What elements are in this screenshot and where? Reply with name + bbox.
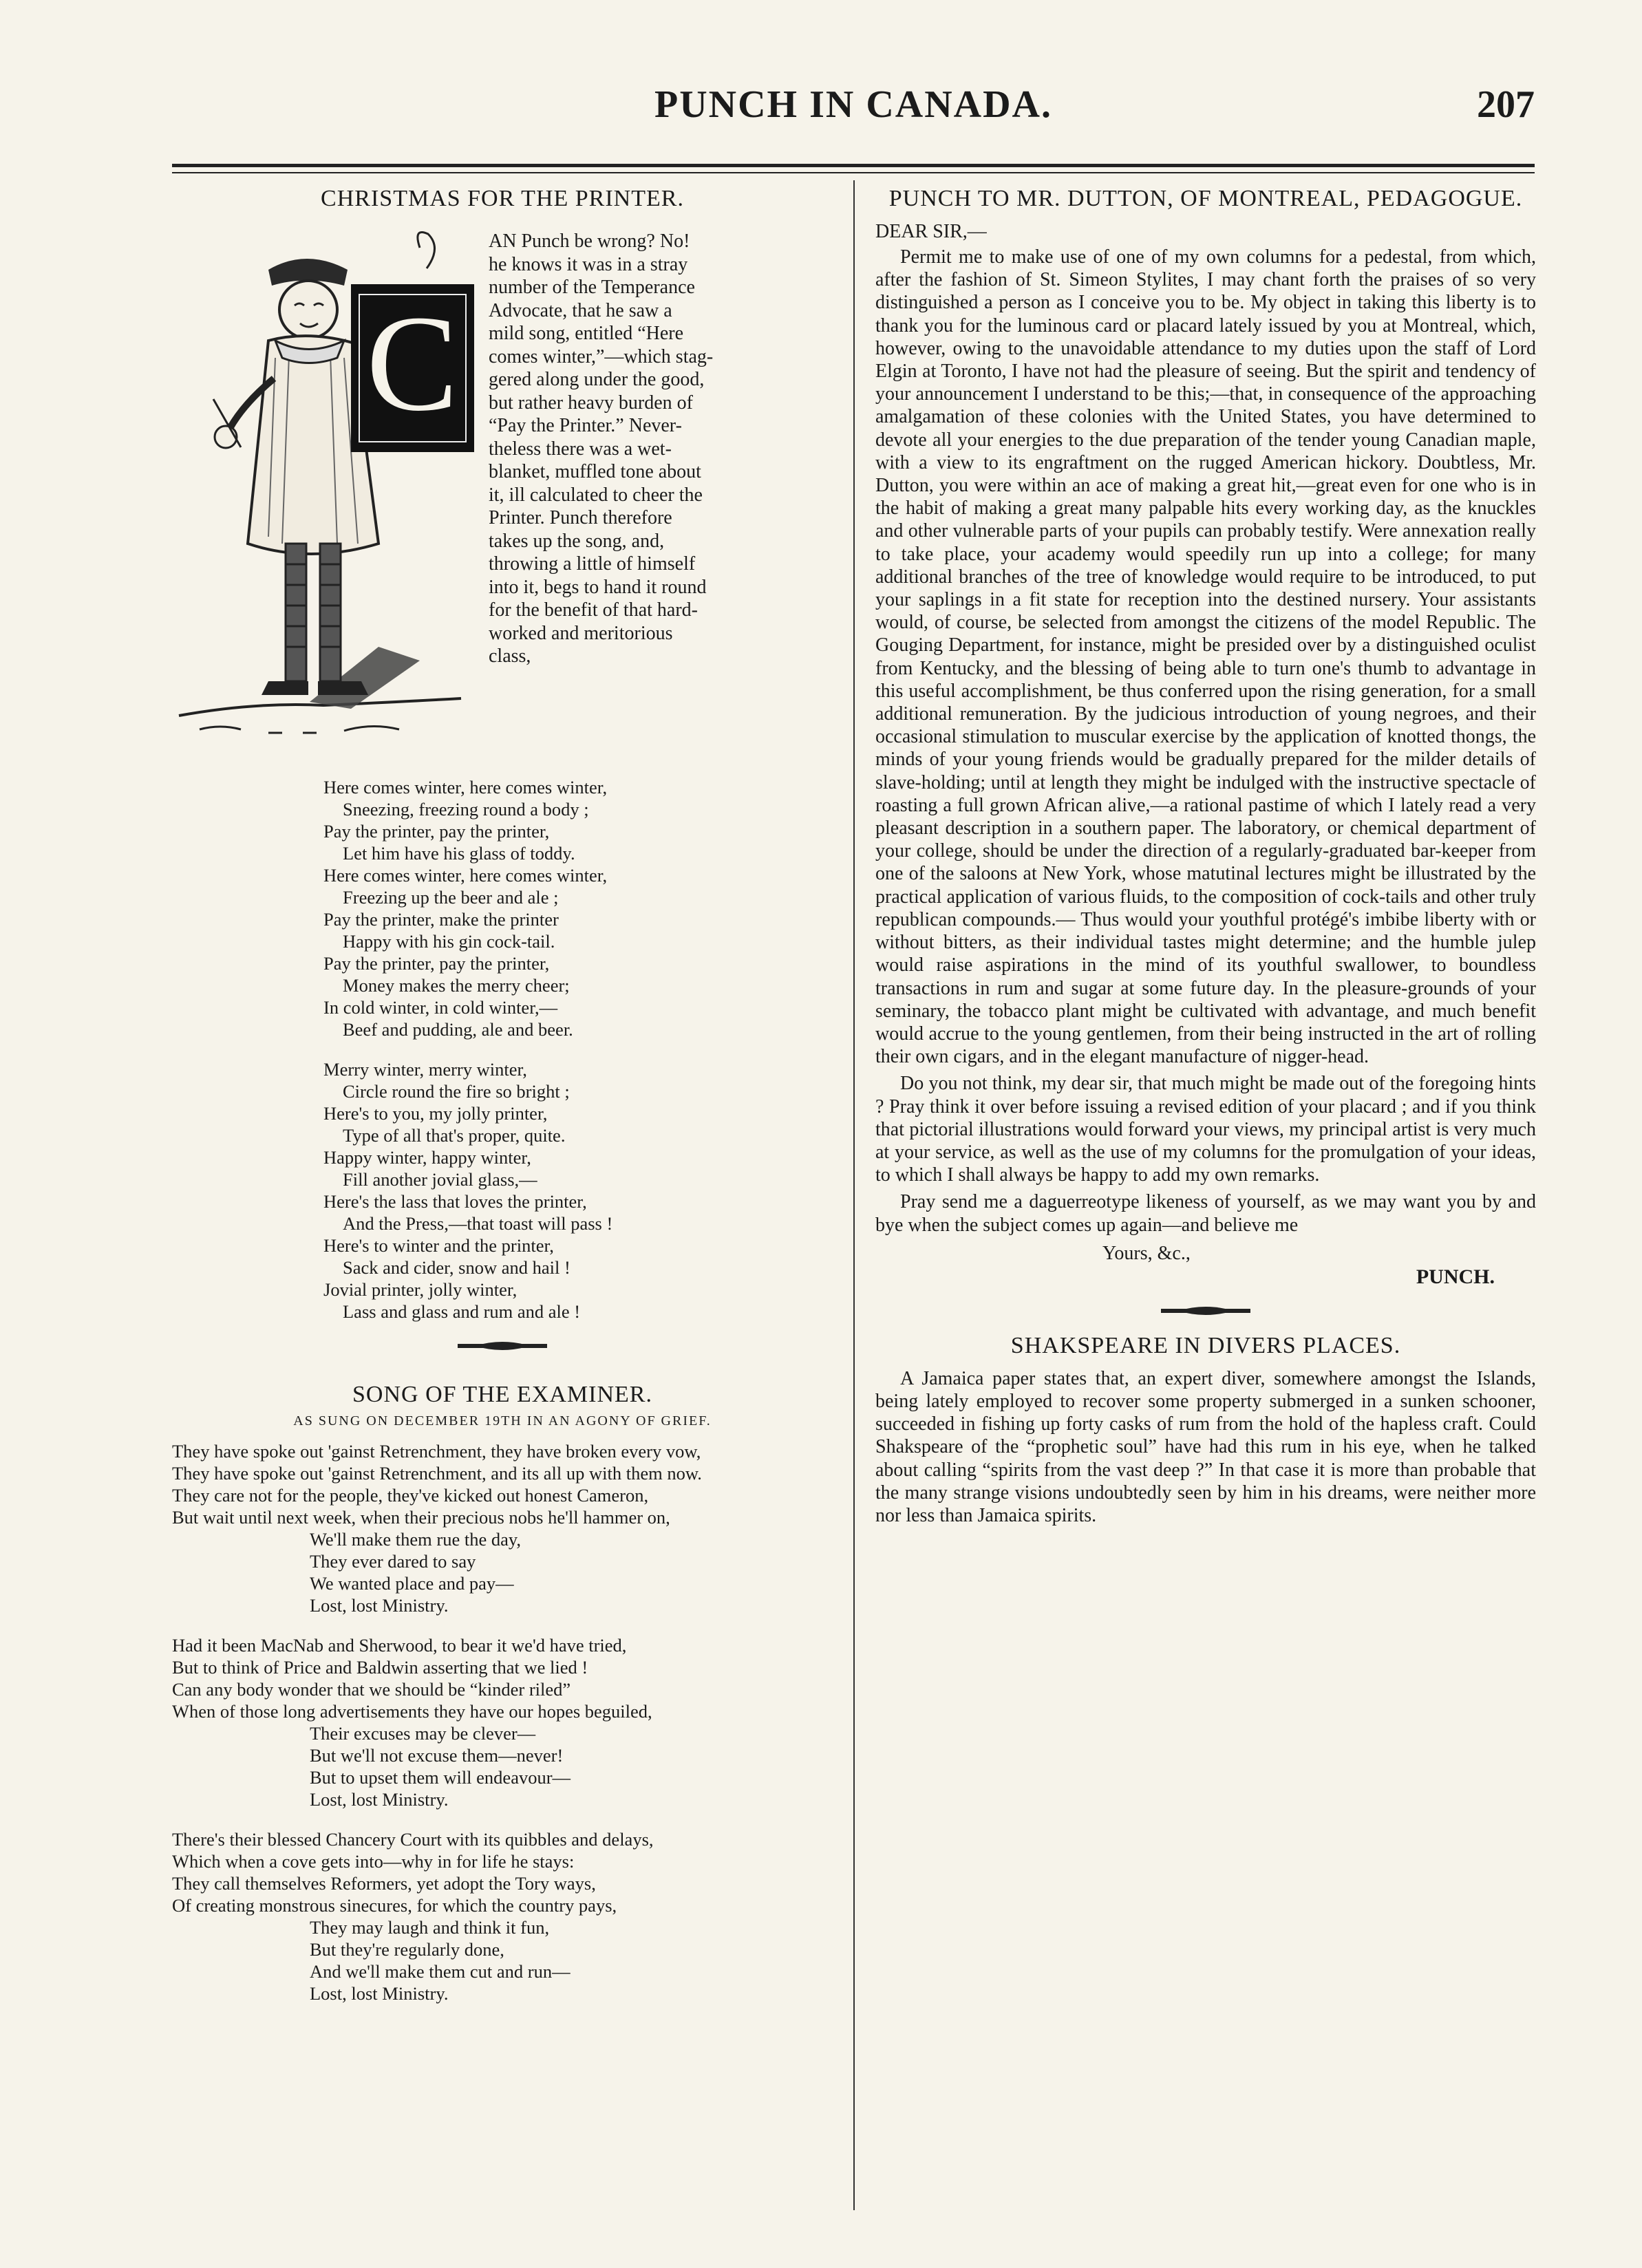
christmas-verse-1 [323,776,833,1040]
verse-line: Type of all that's proper, quite. [343,1125,566,1146]
letter-paragraph-2: Do you not think, my dear sir, that much might be made out of the foregoing hints ? Pray think it over before issuing a revised edition of your placard ; and if you think that pictorial illustrations would forward your views, my principal artist is very much at your service, as well as the use of my columns for the promulgation of your ideas, to which I shall always be happy to add my own remarks. [875,1073,1536,1186]
verse-line: When of those long advertisements they have our hopes beguiled, [172,1701,652,1722]
verse-line: Had it been MacNab and Sherwood, to bear it we'd have tried, [172,1635,627,1656]
christmas-article-title: CHRISTMAS FOR THE PRINTER. [321,186,684,211]
verse-line: There's their blessed Chancery Court with its quibbles and delays, [172,1829,654,1850]
verse-line: Freezing up the beer and ale ; [343,887,559,908]
intro-line: but rather heavy burden of [489,392,693,414]
verse-line: And we'll make them cut and run— [310,1961,571,1982]
verse-line: Lost, lost Ministry. [310,1789,449,1810]
christmas-intro-block [172,220,833,757]
letter-signature: PUNCH. [1416,1265,1495,1288]
section-separator [1158,1303,1254,1319]
verse-line: Pay the printer, pay the printer, [323,953,550,974]
intro-line: it, ill calculated to cheer the [489,484,703,506]
verse-line: Happy with his gin cock-tail. [343,931,555,952]
intro-line: throwing a little of himself [489,553,696,575]
intro-line: into it, begs to hand it round [489,576,707,598]
shakspeare-article-body [875,1367,1536,1527]
verse-line: But to upset them will endeavour— [310,1767,571,1788]
examiner-song-subtitle: AS SUNG ON DECEMBER 19TH IN AN AGONY OF GRIEF. [293,1413,712,1429]
verse-line: In cold winter, in cold winter,— [323,997,558,1018]
intro-line: “Pay the Printer.” Never- [489,415,682,436]
punch-character-illustration [172,220,475,757]
page-header [172,83,1535,145]
drop-cap-letter: C [366,288,458,440]
intro-line: takes up the song, and, [489,530,665,552]
verse-line: Lost, lost Ministry. [310,1595,449,1616]
section-separator [454,1338,551,1354]
verse-line: Let him have his glass of toddy. [343,843,575,864]
verse-line: Fill another jovial glass,— [343,1169,537,1190]
verse-line: They call themselves Reformers, yet adopt the Tory ways, [172,1873,596,1894]
verse-line: Happy winter, happy winter, [323,1147,531,1168]
verse-line: But wait until next week, when their precious nobs he'll hammer on, [172,1507,670,1528]
verse-line: They care not for the people, they've kicked out honest Cameron, [172,1485,649,1506]
examiner-stanza-1 [172,1440,833,1616]
verse-line: Can any body wonder that we should be “kinder riled” [172,1679,571,1700]
verse-line: Here comes winter, here comes winter, [323,777,608,798]
left-column [172,186,833,2004]
verse-line: Merry winter, merry winter, [323,1059,527,1080]
verse-line: But we'll not excuse them—never! [310,1745,564,1766]
intro-line: Advocate, that he saw a [489,299,672,321]
verse-line: Pay the printer, make the printer [323,909,559,930]
verse-line: But they're regularly done, [310,1939,504,1960]
verse-line: They may laugh and think it fun, [310,1917,550,1938]
verse-line: Of creating monstrous sinecures, for which the country pays, [172,1895,617,1916]
page-number: 207 [1477,83,1535,126]
verse-line: Beef and pudding, ale and beer. [343,1019,573,1040]
verse-line: Their excuses may be clever— [310,1723,536,1744]
letter-paragraph-3: Pray send me a daguerreotype likeness of yourself, as we may want you by and bye when the subject comes up again—and believe me [875,1191,1536,1236]
verse-line: We wanted place and pay— [310,1573,514,1594]
verse-line: Lost, lost Ministry. [310,1983,449,2004]
letter-paragraph-1: Permit me to make use of one of my own columns for a pedestal, from which, after the fashion of St. Simeon Stylites, I may chant forth the praises of so very distinguished a person as I conceive you to be. My object in taking this liberty is to thank you for the luminous card or placard lately issued by you at Montreal, which, however, owing to the unavoidable attendance to my duties upon the staff of Lord Elgin at Toronto, I have not had the pleasure of seeing. But the spirit and tendency of your announcement I understand to be this;—that, in consequence of the approaching amalgamation of these colonies with the United States, you have determined to devote all your energies to the due preparation of the tender young Canadian maple, with a view to its engraftment on the rugged American hickory. Doubtless, Mr. Dutton, you were within an ace of making a great hit,—great even for one who is in the habit of making a great many palpable hits every working day, as the knuckles and other vulnerable parts of your pupils can probably testify. Were annexation really to take place, your academy would speedily run up into a college; for many additional branches of the tree of knowledge would require to be introduced, to put your saplings in a fit state for reception into the destined nursery. Your assistants would, of course, be selected from amongst the citizens of the model Republic. The Gouging Department, for instance, might be presided over by a distinguished oculist from Kentucky, and the blessing of being able to turn one's thumb to advantage in this useful accomplishment, be thus conferred upon the rising generation, for a small additional remuneration. By the judicious introduction of young negroes, and their occasional stimulation to muscular exercise by the application of knotted thongs, the minds of your young friends would be gradually prepared for the milder details of slave-holding; until at length they might be indulged with the instructive spectacle of roasting a full grown African alive,—a rational pastime of which I lately read a very pleasant description in a southern paper. The laboratory, or chemical department of your college, should be under the direction of a regularly-graduated bar-keeper from one of the saloons at New York, whose matutinal lectures might be illustrated by the practical application of various fluids, to the composition of cock-tails and other truly republican compounds.— Thus would your youthful protégé's imbibe liberty with or without bitters, as their individual tastes might determine; and the humble julep would raise aspirations in the mind of its youthful swallower, to boundless transactions in rum and sugar at some future day. In the pleasure-grounds of your seminary, the tobacco plant might be cultivated with advantage, and much benefit would accrue to the young gentlemen, from their being instructed in the art of rolling their own cigars, and in the elegant manufacture of nigger-head. [875,246,1536,1068]
verse-line: They have spoke out 'gainst Retrenchment, they have broken every vow, [172,1441,701,1462]
christmas-verse-2 [323,1058,833,1323]
verse-line: Pay the printer, pay the printer, [323,821,550,842]
intro-line: class, [489,645,531,667]
verse-line: But to think of Price and Baldwin asserting that we lied ! [172,1657,588,1678]
shakspeare-paragraph: A Jamaica paper states that, an expert diver, somewhere amongst the Islands, being lately employed to recover some property submerged in a sunken schooner, succeeded in fishing up forty casks of rum from the hold of the hapless craft. Could Shakspeare of the “prophetic soul” have had this rum in his eye, when he talked about calling “spirits from the vast deep ?” In that case it is more than probable that the many strange visions undoubtedly seen by him in his dreams, were neither more nor less than Jamaica spirits. [875,1367,1536,1526]
intro-line: comes winter,”—which stag- [489,345,714,367]
intro-line: blanket, muffled tone about [489,461,701,482]
verse-line: Sack and cider, snow and hail ! [343,1257,571,1278]
intro-line: number of the Temperance [489,277,695,298]
intro-line: mild song, entitled “Here [489,323,684,344]
examiner-song-title: SONG OF THE EXAMINER. [352,1382,652,1407]
column-divider [853,180,855,2210]
verse-line: Jovial printer, jolly winter, [323,1279,518,1300]
intro-line: gered along under the good, [489,369,705,390]
intro-line: Printer. Punch therefore [489,507,672,528]
examiner-stanza-3 [172,1828,833,2004]
shakspeare-article-title: SHAKSPEARE IN DIVERS PLACES. [1010,1332,1401,1358]
intro-line: AN Punch be wrong? No! [489,231,690,252]
intro-line: for the benefit of that hard- [489,599,698,621]
verse-line: Sneezing, freezing round a body ; [343,799,589,820]
letter-body [875,246,1536,1237]
verse-line: Lass and glass and rum and ale ! [343,1301,581,1322]
christmas-intro-text [489,230,713,757]
right-column [875,186,1536,1527]
dutton-letter-title: PUNCH TO MR. DUTTON, OF MONTREAL, PEDAGOGUE. [888,186,1523,211]
letter-closing: Yours, &c., [1102,1242,1191,1264]
header-rule-thin [172,172,1535,173]
verse-line: Here comes winter, here comes winter, [323,865,608,886]
letter-salutation: DEAR SIR,— [875,221,987,242]
intro-line: worked and meritorious [489,622,673,644]
running-title: PUNCH IN CANADA. [654,83,1052,126]
verse-line: They ever dared to say [310,1551,476,1572]
verse-line: Circle round the fire so bright ; [343,1081,570,1102]
verse-line: Money makes the merry cheer; [343,975,570,996]
header-rule-thick [172,164,1535,167]
examiner-stanza-2 [172,1634,833,1810]
verse-line: Here's to you, my jolly printer, [323,1103,548,1124]
verse-line: Here's to winter and the printer, [323,1235,554,1256]
verse-line: And the Press,—that toast will pass ! [343,1213,613,1234]
verse-line: We'll make them rue the day, [310,1529,522,1550]
verse-line: Here's the lass that loves the printer, [323,1191,587,1212]
intro-line: theless there was a wet- [489,438,672,460]
verse-line: Which when a cove gets into—why in for life he stays: [172,1851,575,1872]
verse-line: They have spoke out 'gainst Retrenchment, and its all up with them now. [172,1463,702,1484]
intro-line: he knows it was in a stray [489,253,688,275]
